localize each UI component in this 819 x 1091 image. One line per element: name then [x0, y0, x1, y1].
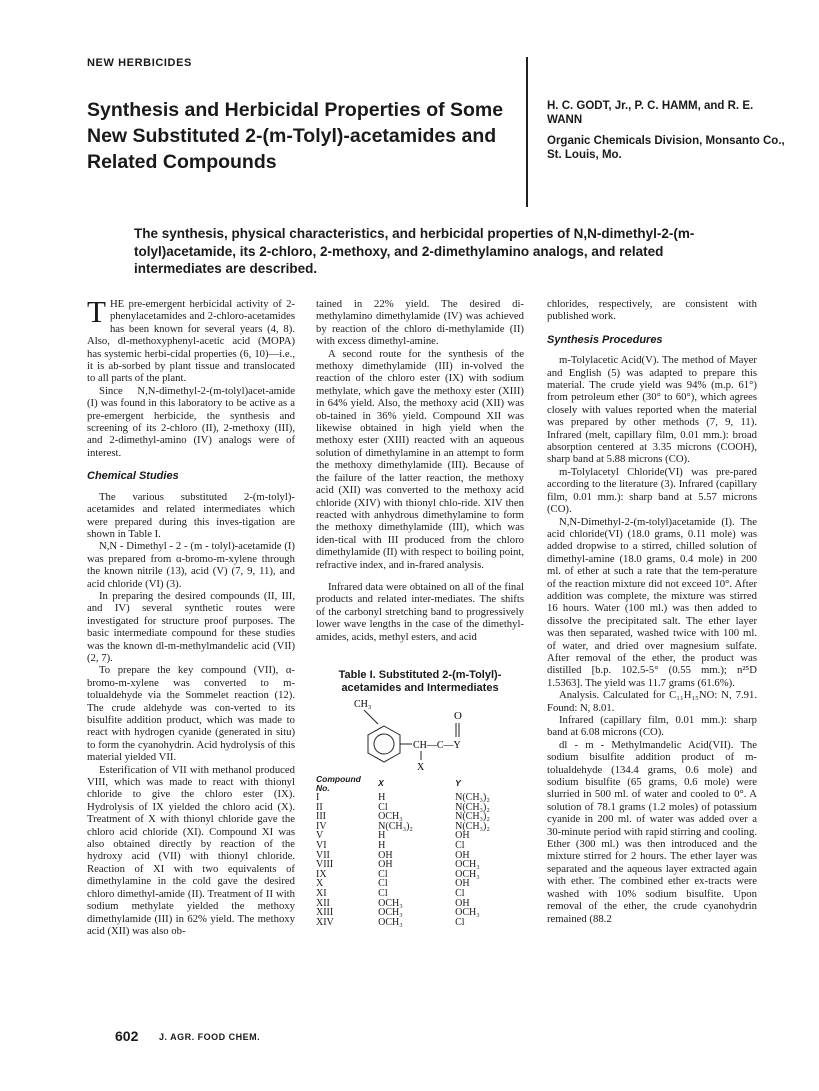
paragraph: A second route for the synthesis of the methoxy dimethylamide (III) in-volved the reaction of the chloro ester (IX) with sodium methylate, which gave the methoxy ester (XIII) in 64% yield. Also, the methoxy acid (XII) was ob-tained in 36% yield. Compound XII was likewise obtained in high yield when the methoxy ester (XIII) reacted with an aqueous solution of dimethylamine in an attempt to form the methoxy dimethylamide (III). Because of the failure of the latter reaction, the methoxy acid (XII) was converted to the methoxy acid chloride (XIV) with thionyl chlo-ride. XIV then reacted with anhydrous dimethylamine to form the methoxy dimethylamide (III), which was iden-tical with III produced from the chloro dimethylamide (II) with respect to boiling point, refractive index, and in-frared analysis.: [316, 347, 524, 571]
table-cell: OH: [378, 859, 393, 871]
table-header: Compound No.: [316, 773, 361, 793]
table-cell: XII: [316, 897, 330, 909]
table-cell: Cl: [378, 868, 388, 880]
column-2: [316, 298, 524, 927]
table-cell: V: [316, 830, 324, 842]
article-title: Synthesis and Herbicidal Properties of Some New Substituted 2-(m-Tolyl)-acetamides and Related Compounds: [87, 99, 504, 173]
abstract: The synthesis, physical characteristics, and herbicidal properties of N,N-dimethyl-2-(m-tolyl)acetamide, its 2-chloro, 2-methoxy, and 2-dimethylamino analogs, and related intermediates are described.: [134, 226, 695, 276]
table-cell: OH: [378, 849, 393, 861]
table-header: Y: [455, 778, 461, 789]
table-cell: Cl: [455, 916, 465, 928]
authors: H. C. GODT, Jr., P. C. HAMM, and R. E. WANN: [547, 100, 754, 126]
table-cell: IV: [316, 820, 327, 832]
table-row: [316, 879, 524, 889]
table-cell: VII: [316, 849, 330, 861]
table-cell: I: [316, 791, 320, 803]
table-cell: XIII: [316, 907, 334, 919]
table-row: [316, 908, 524, 918]
table-row: [316, 812, 524, 822]
page-number: 602: [115, 1028, 139, 1044]
table-cell: H: [378, 791, 386, 803]
table-cell: OCH₃: [378, 811, 403, 823]
table-cell: OCH₃: [455, 859, 480, 871]
compound-table: [316, 775, 524, 927]
table-cell: VIII: [316, 859, 334, 871]
structure-diagram: [316, 697, 524, 773]
section-heading: Synthesis Procedures: [547, 333, 663, 346]
table-cell: Cl: [378, 887, 388, 899]
table-cell: Cl: [378, 801, 388, 813]
column-3: [547, 298, 757, 925]
table-cell: X: [316, 878, 324, 890]
paragraph: m-Tolylacetyl Chloride(VI) was pre-pared according to the literature (3). Infrared (capillary film, 0.01 mm.): sharp band at 5.57 microns (CO).: [547, 465, 757, 516]
table-cell: VI: [316, 839, 327, 851]
paragraph: In preparing the desired compounds (II, III, and IV) several synthetic routes were investigated for structure proof purposes. The basic intermediate compound for these studies was the known dl-m-methylmandelic acid (VII) (2, 7).: [87, 589, 295, 664]
table-row: [316, 793, 524, 803]
table-cell: N(CH₃)₂: [455, 811, 490, 823]
paragraph: Analysis. Calculated for C₁₁H₁₅NO: N, 7.91. Found: N, 8.01.: [547, 689, 757, 714]
table-header: X: [378, 778, 384, 789]
paragraph: N,N - Dimethyl - 2 - (m - tolyl)-acetamide (I) was prepared from α-bromo-m-xylene through the known nitrile (13), acid (V) (7, 9, 11), and acid chloride (VI) (3).: [87, 540, 295, 590]
column-1: [87, 294, 295, 937]
table-cell: N(CH₃)₂: [455, 791, 490, 803]
section-label: NEW HERBICIDES: [87, 57, 192, 69]
methyl-label: CH₃: [354, 698, 372, 710]
table-cell: III: [316, 811, 326, 823]
paragraph: m-Tolylacetic Acid(V). The method of Mayer and English (5) was adapted to prepare this material. The crude yield was 94% (m.p. 61°) from petroleum ether (30° to 60°), which agrees closely with values reported when the material was prepared by other methods (7, 9, 11). Infrared (melt, capillary film, 0.01 mm.): broad absorption centered at 3.35 microns (COOH), sharp band at 5.88 microns (CO).: [547, 354, 757, 466]
paragraph: N,N-Dimethyl-2-(m-tolyl)acetamide (I). The acid chloride(VI) (18.0 grams, 0.11 mole) was added dropwise to a stirred, chilled solution of dimethyl-amine (18.0 grams, 0.4 mole) in 200 ml. of ether at such a rate that the tem-perature of the reaction mixture did not exceed 10°. After addition was complete, the mixture was stirred 16 hours. Water (100 ml.) was then added to dissolve the precipitated salt. The ether layer was then separated, washed twice with 100 ml. of water, and dried over magnesium sulfate. After removal of the ether, the product was distilled [b.p. 102.5-5° (0.55 mm.); n²⁵D 1.5363]. The yield was 11.7 grams (61.6%).: [547, 515, 757, 689]
table-cell: H: [378, 839, 386, 851]
table-cell: XI: [316, 887, 327, 899]
paragraph: dl - m - Methylmandelic Acid(VII). The sodium bisulfite addition product of m-tolualdehyde (134.4 grams, 0.6 mole) and sodium bisulfite (65 grams, 0.6 mole) were slurried in 500 ml. of water and cooled to 0°. A solution of 78.1 grams (1.2 moles) of potassium cyanide in 200 ml. of water was added over a 30-minute period with rapid stirring and cooling. Ether (300 ml.) was then introduced and the mixture stirred for 2 hours. The ether layer was separated and the aqueous layer extracted again with ether. The combined ether ex-tracts were washed with 10% sodium bisulfite. Upon removal of the ether, the crude cyanohydrin remained (88.2: [547, 738, 757, 925]
table-cell: H: [378, 830, 386, 842]
table-row: [316, 803, 524, 813]
paragraph: The various substituted 2-(m-tolyl)-acetamides and related intermediates which were prepared during this inves-tigation are shown in Table I.: [87, 490, 295, 540]
paragraph: tained in 22% yield. The desired di-methylamino dimethylamide (IV) was achieved by reaction of the chloro di-methylamide (II) with excess dimethyl-amine.: [316, 298, 524, 348]
paragraph: Esterification of VII with methanol produced VIII, which was made to react with thionyl chloride to give the chloro ester (IX). Hydrolysis of IX yielded the chloro acid (X). Treatment of X with thionyl chloride gave the chloro acid chloride (XI). Compound XI was also obtained directly by reaction of the hydroxy acid (VII) with thionyl chloride. Reaction of XI with two equivalents of dimethylamine in the cold gave the desired chloro dimethyl-amide (II). Treatment of II with sodium methylate yielded the methoxy dimethylamide (III) in 62% yield. The methoxy acid (XII) was also ob-: [87, 763, 295, 937]
drop-cap: T: [87, 294, 106, 329]
table-row: [316, 822, 524, 832]
paragraph: Infrared data were obtained on all of the final products and related inter-mediates. The shifts of the carbonyl stretching band to progressively lower wave lengths in the case of the dimethyl-amides, acids, methyl esters, and acid: [316, 580, 524, 643]
journal-name: J. AGR. FOOD CHEM.: [159, 1032, 261, 1042]
table-cell: II: [316, 801, 323, 813]
substituent-x-label: X: [417, 761, 425, 773]
table-cell: OCH₃: [455, 868, 480, 880]
table-cell: OH: [455, 849, 470, 861]
table-row: [316, 841, 524, 851]
table-cell: OCH₃: [378, 897, 403, 909]
paragraph: Infrared (capillary film, 0.01 mm.): sharp band at 6.08 microns (CO).: [547, 714, 757, 739]
table-cell: IX: [316, 868, 327, 880]
table-cell: XIV: [316, 916, 334, 928]
paragraph: Since N,N-dimethyl-2-(m-tolyl)acet-amide (I) was found in this laboratory to be active as a pre-emergent herbicide, the synthesis and screening of its 2-chloro (II), 2-methoxy (III), and 2-dimethyl-amino (IV) analogs were of interest.: [87, 384, 295, 459]
chain-label: CH—C—Y: [413, 739, 461, 751]
methyl-bond: [364, 710, 378, 724]
header-divider: [526, 57, 528, 207]
aromatic-circle: [374, 734, 394, 754]
paragraph: chlorides, respectively, are consistent with published work.: [547, 298, 757, 323]
oxygen-label: O: [454, 709, 462, 722]
affiliation: Organic Chemicals Division, Monsanto Co., St. Louis, Mo.: [547, 135, 785, 161]
table-cell: N(CH₃)₂: [455, 820, 490, 832]
section-heading: Chemical Studies: [87, 470, 179, 483]
intro-paragraph: THE pre-emergent herbicidal activity of 2-phenylacetamides and 2-chloro-acetamides has been known for several years (4, 8). Also, dl-methoxyphenyl-acetic acid (MOPA) has systemic herbi-cidal properties (6, 10)—i.e., it is ab-sorbed by plant tissue and translocated to all parts of the plant.: [87, 294, 295, 385]
table-row: [316, 860, 524, 870]
table-cell: OCH₃: [378, 907, 403, 919]
table-row: [316, 889, 524, 899]
table-cell: Cl: [455, 887, 465, 899]
table-row: [316, 918, 524, 928]
table-row: [316, 899, 524, 909]
benzene-ring: [368, 726, 400, 762]
table-row: [316, 831, 524, 841]
table-cell: Cl: [455, 839, 465, 851]
table-row: [316, 870, 524, 880]
table-row: [316, 851, 524, 861]
table-cell: OCH₃: [378, 916, 403, 928]
table-cell: N(CH₃)₂: [378, 820, 413, 832]
table-cell: OH: [455, 878, 470, 890]
table-title: Table I. Substituted 2-(m-Tolyl)-acetamides and Intermediates: [338, 668, 502, 694]
paragraph: To prepare the key compound (VII), α-bromo-m-xylene was converted to m-tolualdehyde via the Sommelet reaction (12). The crude aldehyde was con-verted to its bisulfite addition product, which was made to react with hydrogen cyanide (generated in situ) to form the cyanohydrin. Acid hydrolysis of this material yielded VII.: [87, 664, 295, 764]
table-cell: OH: [455, 897, 470, 909]
table-cell: N(CH₃)₂: [455, 801, 490, 813]
table-cell: OH: [455, 830, 470, 842]
table-cell: OCH₃: [455, 907, 480, 919]
table-cell: Cl: [378, 878, 388, 890]
